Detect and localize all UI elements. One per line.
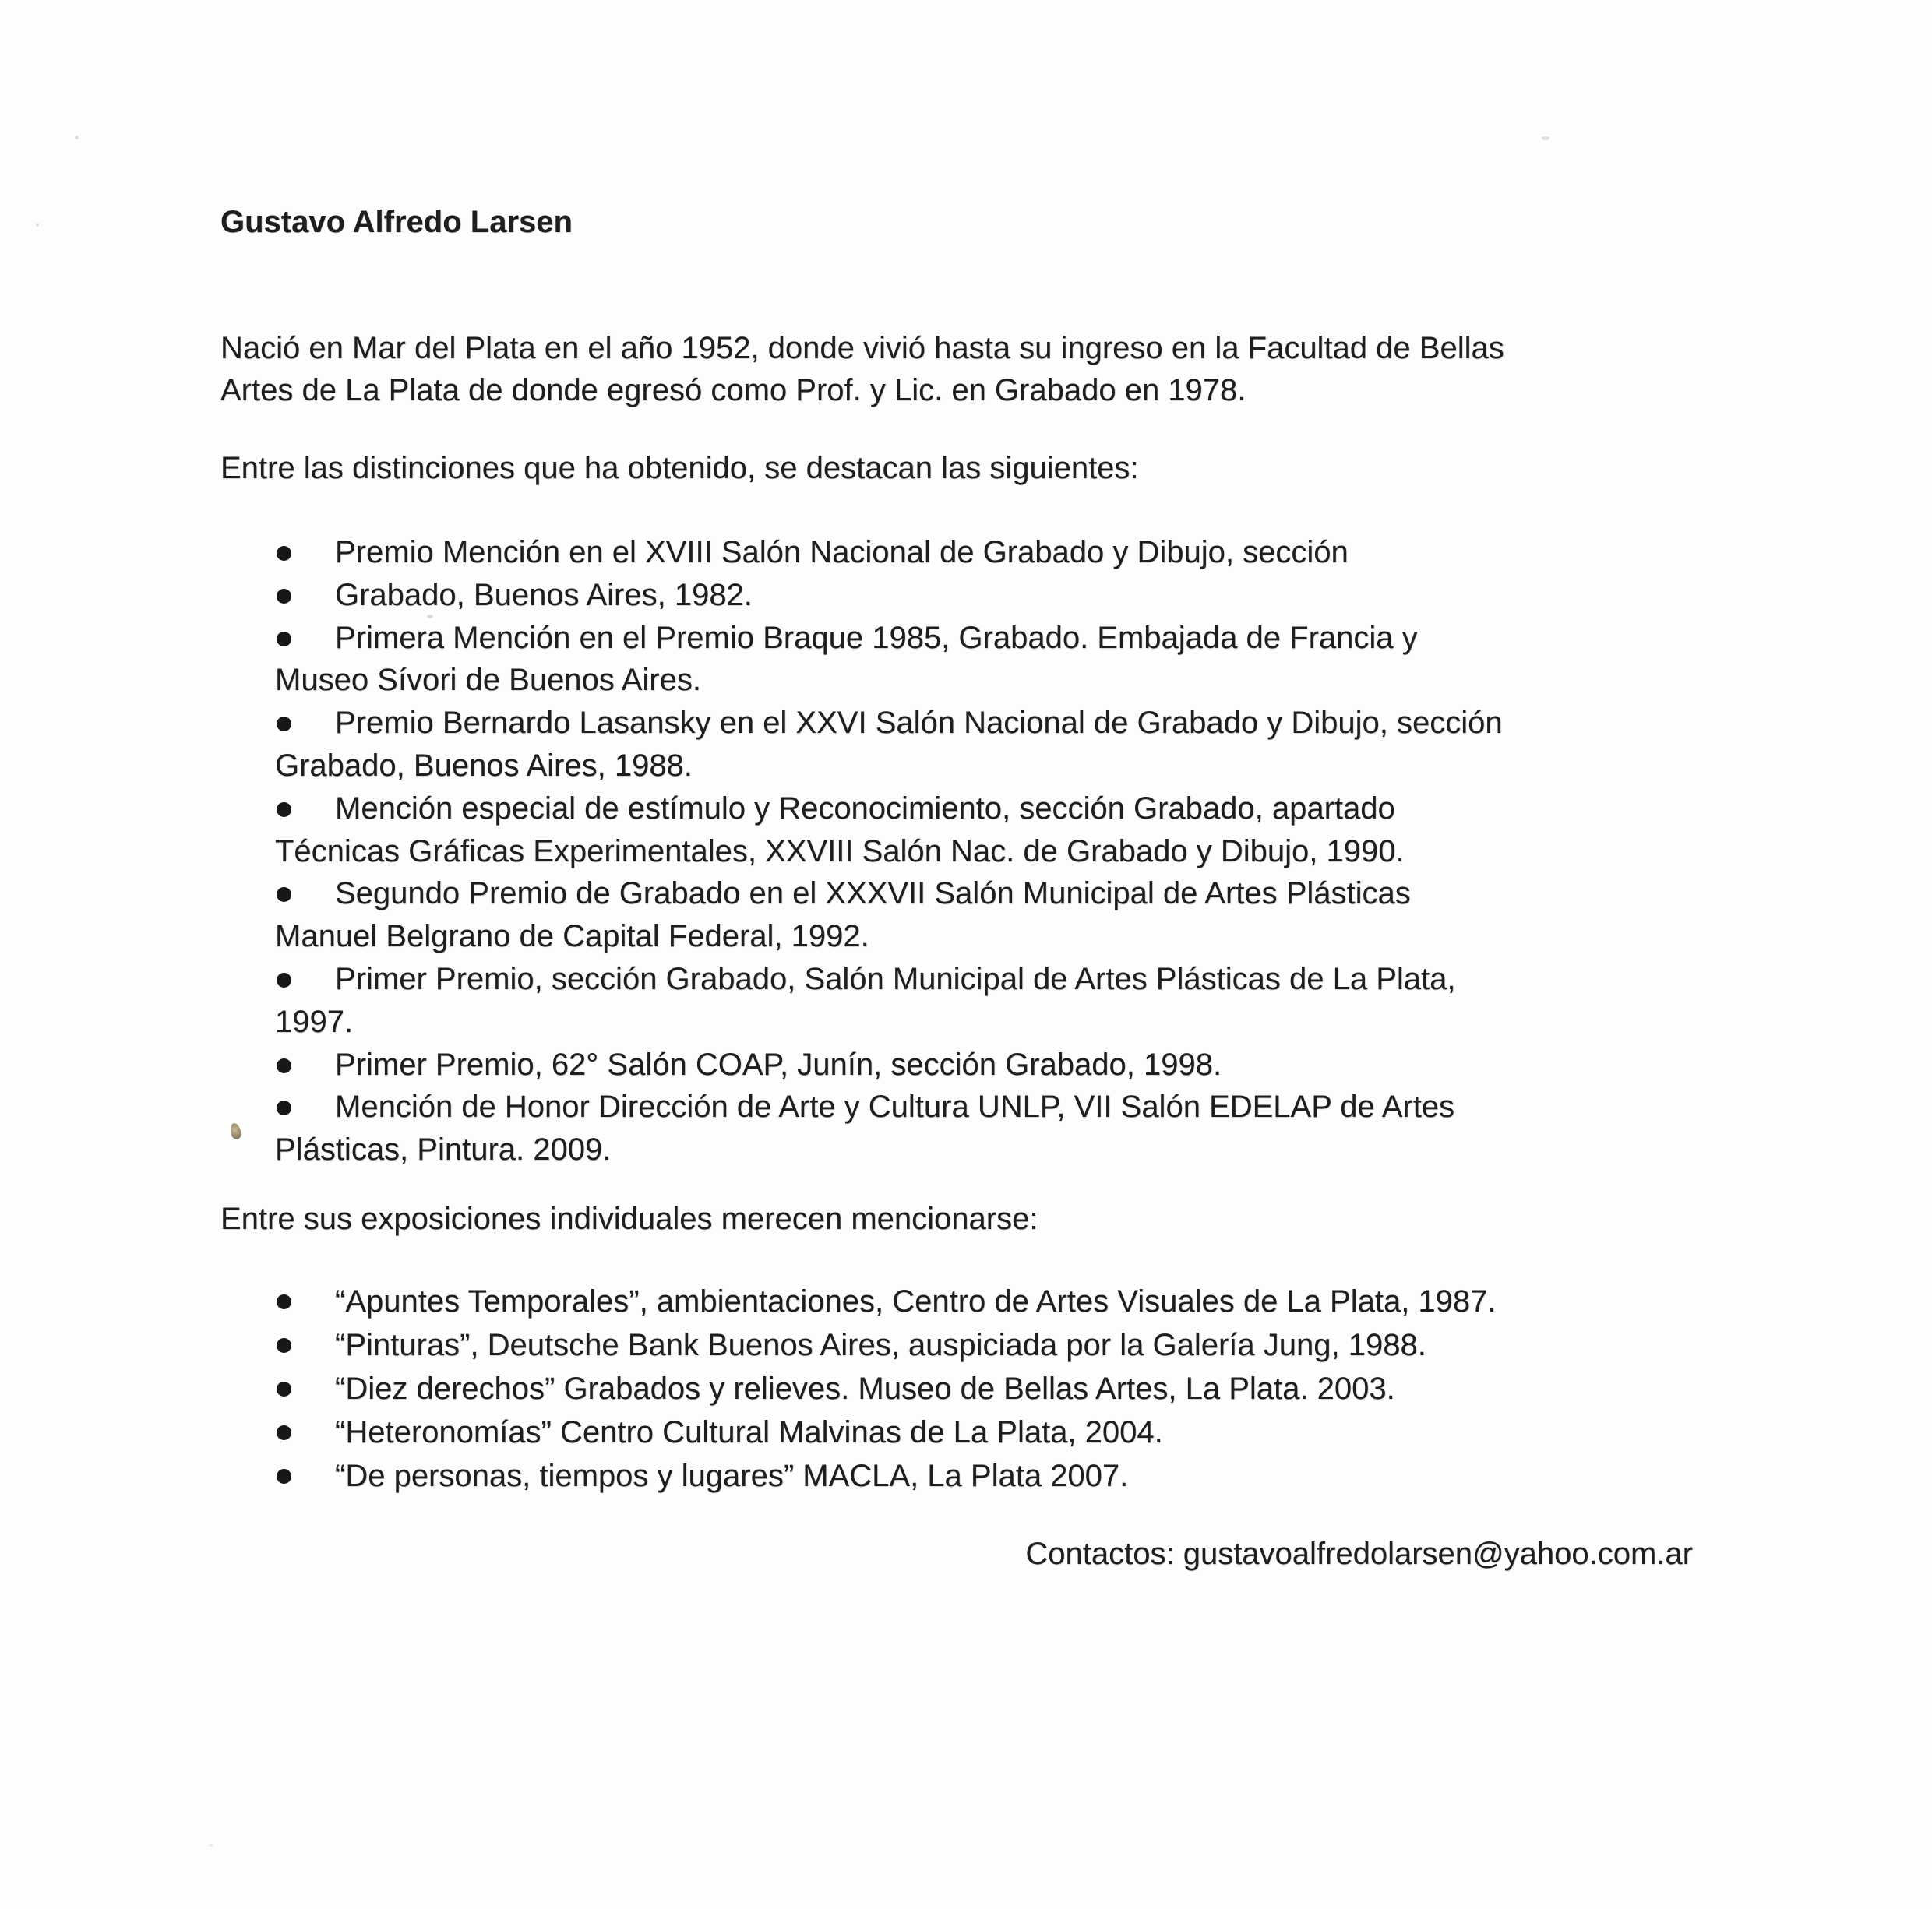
list-item-text: Mención de Honor Dirección de Arte y Cultura UNLP, VII Salón EDELAP de Artes [335, 1090, 1455, 1125]
bullet-icon [277, 1469, 291, 1484]
list-item [220, 1411, 1697, 1454]
list-item-text: “Heteronomías” Centro Cultural Malvinas de La Plata, 2004. [335, 1415, 1163, 1449]
scan-speck [209, 1844, 213, 1847]
list-item [220, 531, 1697, 574]
list-item [220, 872, 1697, 958]
list-item [220, 1044, 1697, 1087]
bullet-icon [277, 973, 291, 988]
list-item [220, 1280, 1697, 1323]
page-title: Gustavo Alfredo Larsen [220, 205, 573, 239]
list-item-text: “Diez derechos” Grabados y relieves. Museo de Bellas Artes, La Plata. 2003. [335, 1372, 1395, 1406]
scan-speck [75, 136, 79, 139]
bullet-icon [277, 1382, 291, 1397]
scan-speck [36, 224, 39, 227]
list-item-text: Grabado, Buenos Aires, 1982. [335, 577, 753, 612]
scan-speck [427, 615, 433, 618]
list-item-text: Premio Mención en el XVIII Salón Nacional de Grabado y Dibujo, sección [335, 535, 1349, 569]
list-item [220, 1454, 1697, 1498]
distinctions-list [220, 531, 1697, 1171]
bullet-icon [277, 1425, 291, 1440]
list-item-text: 1997. [275, 1004, 354, 1039]
intro-paragraph [220, 327, 1697, 411]
list-item [220, 958, 1697, 1044]
section-heading-exhibitions: Entre sus exposiciones individuales merecen mencionarse: [220, 1202, 1038, 1236]
list-item [220, 574, 1697, 617]
bullet-icon [277, 887, 291, 902]
bullet-icon [277, 1294, 291, 1309]
list-item [220, 617, 1697, 703]
list-item [220, 1367, 1697, 1411]
bullet-icon [277, 1338, 291, 1353]
section-heading-distinctions: Entre las distinciones que ha obtenido, se destacan las siguientes: [220, 451, 1139, 485]
list-item [220, 1086, 1697, 1171]
scan-speck [1542, 136, 1549, 140]
list-item-text: Técnicas Gráficas Experimentales, XXVIII Salón Nac. de Grabado y Dibujo, 1990. [275, 833, 1405, 868]
bullet-icon [277, 1101, 291, 1115]
bullet-icon [277, 632, 291, 646]
exhibitions-list [220, 1280, 1697, 1498]
intro-line: Nació en Mar del Plata en el año 1952, donde vivió hasta su ingreso en la Facultad de Bellas [220, 331, 1504, 365]
list-item [220, 1323, 1697, 1367]
bullet-icon [277, 717, 291, 731]
list-item [220, 787, 1697, 873]
list-item-text: Plásticas, Pintura. 2009. [275, 1132, 612, 1168]
list-item-text: “Pinturas”, Deutsche Bank Buenos Aires, auspiciada por la Galería Jung, 1988. [335, 1328, 1426, 1362]
list-item-text: Manuel Belgrano de Capital Federal, 1992. [275, 919, 869, 954]
list-item-text: Premio Bernardo Lasansky en el XXVI Salón Nacional de Grabado y Dibujo, sección [335, 706, 1503, 741]
list-item-text: Mención especial de estímulo y Reconocimiento, sección Grabado, apartado [335, 791, 1395, 826]
list-item-text: Segundo Premio de Grabado en el XXXVII Salón Municipal de Artes Plásticas [335, 876, 1411, 911]
bullet-icon [277, 546, 291, 561]
bullet-icon [277, 589, 291, 604]
list-item [220, 702, 1697, 787]
contact-line: Contactos: gustavoalfredolarsen@yahoo.com.ar [1025, 1537, 1693, 1571]
bullet-icon [277, 1058, 291, 1073]
list-item-text: Primer Premio, sección Grabado, Salón Municipal de Artes Plásticas de La Plata, [335, 961, 1456, 996]
list-item-text: “Apuntes Temporales”, ambientaciones, Centro de Artes Visuales de La Plata, 1987. [335, 1284, 1497, 1319]
bullet-icon [277, 802, 291, 817]
intro-line: Artes de La Plata de donde egresó como Prof. y Lic. en Grabado en 1978. [220, 373, 1246, 407]
list-item-text: “De personas, tiempos y lugares” MACLA, La Plata 2007. [335, 1459, 1129, 1493]
list-item-text: Museo Sívori de Buenos Aires. [275, 663, 701, 698]
list-item-text: Primera Mención en el Premio Braque 1985, Grabado. Embajada de Francia y [335, 620, 1418, 655]
list-item-text: Primer Premio, 62° Salón COAP, Junín, sección Grabado, 1998. [335, 1047, 1222, 1082]
list-item-text: Grabado, Buenos Aires, 1988. [275, 748, 693, 783]
